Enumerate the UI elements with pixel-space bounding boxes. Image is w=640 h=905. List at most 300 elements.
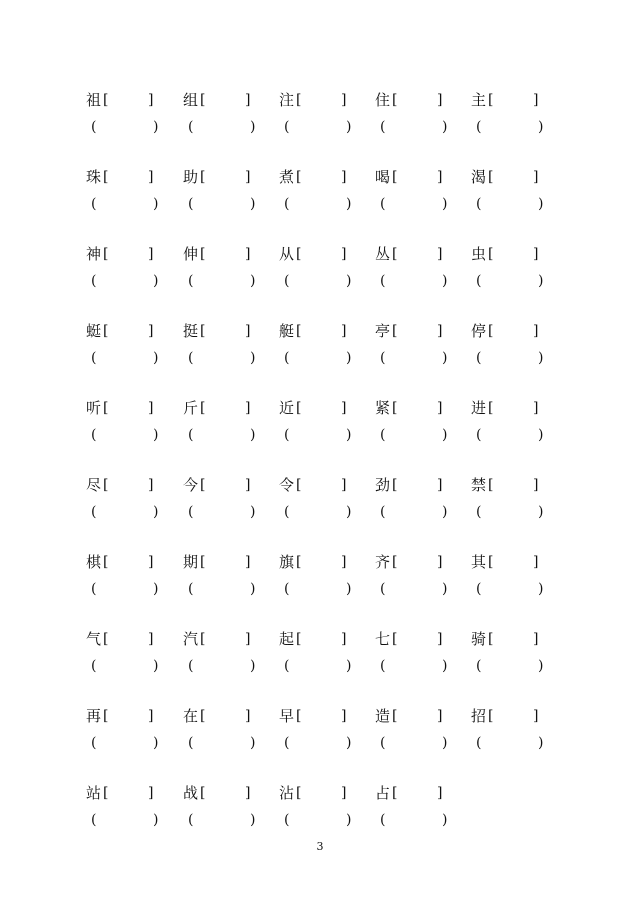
pinyin-blank-open-bracket: [ xyxy=(296,785,302,801)
word-blank-open-paren: ( xyxy=(380,350,386,366)
practice-cell xyxy=(279,245,379,305)
practice-cell xyxy=(183,322,283,382)
pinyin-blank-close-bracket: ] xyxy=(245,246,251,262)
character: 从 xyxy=(279,245,295,263)
practice-cell xyxy=(86,322,186,382)
pinyin-blank-open-bracket: [ xyxy=(200,554,206,570)
pinyin-blank-close-bracket: ] xyxy=(148,400,154,416)
character: 禁 xyxy=(471,476,487,494)
pinyin-blank-open-bracket: [ xyxy=(103,785,109,801)
practice-cell xyxy=(279,784,379,844)
word-blank-close-paren: ) xyxy=(538,658,544,674)
pinyin-blank-close-bracket: ] xyxy=(437,708,443,724)
practice-cell xyxy=(279,91,379,151)
practice-cell xyxy=(471,707,571,767)
character: 近 xyxy=(279,399,295,417)
character: 亭 xyxy=(375,322,391,340)
practice-cell xyxy=(279,322,379,382)
pinyin-blank-close-bracket: ] xyxy=(437,631,443,647)
character: 进 xyxy=(471,399,487,417)
pinyin-blank-close-bracket: ] xyxy=(341,246,347,262)
pinyin-blank-close-bracket: ] xyxy=(245,477,251,493)
word-blank-close-paren: ) xyxy=(538,581,544,597)
word-blank-open-paren: ( xyxy=(284,350,290,366)
practice-cell xyxy=(183,630,283,690)
word-blank-open-paren: ( xyxy=(91,350,97,366)
pinyin-blank-open-bracket: [ xyxy=(488,554,494,570)
word-blank-open-paren: ( xyxy=(476,273,482,289)
practice-row xyxy=(0,322,640,382)
word-blank-open-paren: ( xyxy=(476,427,482,443)
pinyin-blank-close-bracket: ] xyxy=(148,631,154,647)
practice-cell xyxy=(279,630,379,690)
word-blank-open-paren: ( xyxy=(284,735,290,751)
character: 气 xyxy=(86,630,102,648)
pinyin-blank-close-bracket: ] xyxy=(437,785,443,801)
practice-cell xyxy=(279,476,379,536)
pinyin-blank-open-bracket: [ xyxy=(488,400,494,416)
practice-cell xyxy=(279,707,379,767)
word-blank-open-paren: ( xyxy=(91,119,97,135)
character: 七 xyxy=(375,630,391,648)
pinyin-blank-open-bracket: [ xyxy=(296,554,302,570)
practice-cell xyxy=(375,707,475,767)
pinyin-blank-open-bracket: [ xyxy=(296,323,302,339)
word-blank-close-paren: ) xyxy=(538,427,544,443)
character: 组 xyxy=(183,91,199,109)
word-blank-open-paren: ( xyxy=(91,504,97,520)
word-blank-open-paren: ( xyxy=(284,581,290,597)
character: 斤 xyxy=(183,399,199,417)
pinyin-blank-open-bracket: [ xyxy=(103,631,109,647)
character: 艇 xyxy=(279,322,295,340)
character: 丛 xyxy=(375,245,391,263)
pinyin-blank-close-bracket: ] xyxy=(341,400,347,416)
pinyin-blank-open-bracket: [ xyxy=(296,92,302,108)
pinyin-blank-close-bracket: ] xyxy=(245,92,251,108)
pinyin-blank-open-bracket: [ xyxy=(103,169,109,185)
practice-cell xyxy=(471,91,571,151)
pinyin-blank-open-bracket: [ xyxy=(296,708,302,724)
practice-cell xyxy=(375,91,475,151)
word-blank-close-paren: ) xyxy=(153,504,159,520)
word-blank-open-paren: ( xyxy=(380,119,386,135)
pinyin-blank-close-bracket: ] xyxy=(245,400,251,416)
word-blank-close-paren: ) xyxy=(153,658,159,674)
pinyin-blank-open-bracket: [ xyxy=(200,477,206,493)
pinyin-blank-open-bracket: [ xyxy=(488,169,494,185)
practice-row xyxy=(0,707,640,767)
word-blank-open-paren: ( xyxy=(91,812,97,828)
word-blank-open-paren: ( xyxy=(380,427,386,443)
practice-cell xyxy=(279,553,379,613)
word-blank-open-paren: ( xyxy=(284,504,290,520)
practice-cell xyxy=(183,399,283,459)
character: 停 xyxy=(471,322,487,340)
word-blank-close-paren: ) xyxy=(538,119,544,135)
word-blank-close-paren: ) xyxy=(346,196,352,212)
pinyin-blank-open-bracket: [ xyxy=(296,169,302,185)
word-blank-close-paren: ) xyxy=(442,812,448,828)
pinyin-blank-open-bracket: [ xyxy=(103,554,109,570)
character: 珠 xyxy=(86,168,102,186)
word-blank-open-paren: ( xyxy=(188,119,194,135)
pinyin-blank-open-bracket: [ xyxy=(488,246,494,262)
pinyin-blank-open-bracket: [ xyxy=(392,246,398,262)
word-blank-open-paren: ( xyxy=(380,196,386,212)
page-number: 3 xyxy=(316,840,324,853)
practice-cell xyxy=(471,476,571,536)
pinyin-blank-close-bracket: ] xyxy=(341,785,347,801)
pinyin-blank-open-bracket: [ xyxy=(200,708,206,724)
word-blank-close-paren: ) xyxy=(346,812,352,828)
character: 早 xyxy=(279,707,295,725)
practice-cell xyxy=(471,168,571,228)
practice-cell xyxy=(375,476,475,536)
practice-cell xyxy=(471,399,571,459)
character: 战 xyxy=(183,784,199,802)
word-blank-open-paren: ( xyxy=(476,350,482,366)
word-blank-open-paren: ( xyxy=(188,427,194,443)
practice-cell xyxy=(183,784,283,844)
character: 虫 xyxy=(471,245,487,263)
pinyin-blank-close-bracket: ] xyxy=(148,708,154,724)
practice-row xyxy=(0,784,640,844)
pinyin-blank-open-bracket: [ xyxy=(200,631,206,647)
pinyin-blank-close-bracket: ] xyxy=(341,92,347,108)
practice-cell xyxy=(375,784,475,844)
pinyin-blank-close-bracket: ] xyxy=(341,323,347,339)
practice-cell xyxy=(375,630,475,690)
pinyin-blank-close-bracket: ] xyxy=(341,477,347,493)
word-blank-close-paren: ) xyxy=(153,350,159,366)
character: 听 xyxy=(86,399,102,417)
pinyin-blank-close-bracket: ] xyxy=(341,554,347,570)
pinyin-blank-open-bracket: [ xyxy=(200,323,206,339)
word-blank-open-paren: ( xyxy=(284,119,290,135)
character: 渴 xyxy=(471,168,487,186)
word-blank-close-paren: ) xyxy=(346,119,352,135)
pinyin-blank-open-bracket: [ xyxy=(200,92,206,108)
practice-row xyxy=(0,245,640,305)
character: 骑 xyxy=(471,630,487,648)
character: 招 xyxy=(471,707,487,725)
practice-cell xyxy=(375,322,475,382)
character: 旗 xyxy=(279,553,295,571)
character: 齐 xyxy=(375,553,391,571)
word-blank-close-paren: ) xyxy=(346,427,352,443)
character: 挺 xyxy=(183,322,199,340)
word-blank-close-paren: ) xyxy=(346,581,352,597)
pinyin-blank-close-bracket: ] xyxy=(533,631,539,647)
word-blank-open-paren: ( xyxy=(188,196,194,212)
character: 令 xyxy=(279,476,295,494)
practice-cell xyxy=(375,553,475,613)
word-blank-open-paren: ( xyxy=(476,119,482,135)
word-blank-close-paren: ) xyxy=(442,581,448,597)
pinyin-blank-close-bracket: ] xyxy=(148,785,154,801)
word-blank-open-paren: ( xyxy=(476,196,482,212)
pinyin-blank-open-bracket: [ xyxy=(392,92,398,108)
word-blank-close-paren: ) xyxy=(346,735,352,751)
pinyin-blank-close-bracket: ] xyxy=(437,92,443,108)
word-blank-close-paren: ) xyxy=(346,273,352,289)
word-blank-close-paren: ) xyxy=(538,196,544,212)
word-blank-open-paren: ( xyxy=(188,350,194,366)
pinyin-blank-close-bracket: ] xyxy=(533,323,539,339)
word-blank-close-paren: ) xyxy=(346,658,352,674)
word-blank-close-paren: ) xyxy=(153,427,159,443)
practice-row xyxy=(0,630,640,690)
word-blank-open-paren: ( xyxy=(91,196,97,212)
character: 在 xyxy=(183,707,199,725)
pinyin-blank-open-bracket: [ xyxy=(296,400,302,416)
word-blank-close-paren: ) xyxy=(346,350,352,366)
character: 紧 xyxy=(375,399,391,417)
character: 住 xyxy=(375,91,391,109)
practice-cell xyxy=(183,707,283,767)
practice-cell xyxy=(86,553,186,613)
pinyin-blank-close-bracket: ] xyxy=(533,477,539,493)
practice-cell xyxy=(183,91,283,151)
practice-cell xyxy=(86,245,186,305)
practice-cell xyxy=(183,168,283,228)
word-blank-open-paren: ( xyxy=(284,273,290,289)
character: 起 xyxy=(279,630,295,648)
word-blank-close-paren: ) xyxy=(153,273,159,289)
word-blank-open-paren: ( xyxy=(188,735,194,751)
pinyin-blank-open-bracket: [ xyxy=(103,400,109,416)
pinyin-blank-open-bracket: [ xyxy=(392,169,398,185)
pinyin-blank-open-bracket: [ xyxy=(296,477,302,493)
character: 其 xyxy=(471,553,487,571)
word-blank-close-paren: ) xyxy=(442,658,448,674)
pinyin-blank-close-bracket: ] xyxy=(148,554,154,570)
word-blank-close-paren: ) xyxy=(346,504,352,520)
character: 占 xyxy=(375,784,391,802)
practice-cell xyxy=(86,399,186,459)
pinyin-blank-open-bracket: [ xyxy=(392,554,398,570)
practice-cell xyxy=(183,476,283,536)
pinyin-blank-open-bracket: [ xyxy=(488,92,494,108)
word-blank-close-paren: ) xyxy=(250,812,256,828)
practice-cell xyxy=(375,399,475,459)
word-blank-open-paren: ( xyxy=(380,273,386,289)
word-blank-close-paren: ) xyxy=(250,735,256,751)
word-blank-open-paren: ( xyxy=(91,581,97,597)
pinyin-blank-open-bracket: [ xyxy=(488,323,494,339)
pinyin-blank-close-bracket: ] xyxy=(437,169,443,185)
practice-cell xyxy=(375,168,475,228)
practice-row xyxy=(0,399,640,459)
word-blank-close-paren: ) xyxy=(442,427,448,443)
pinyin-blank-close-bracket: ] xyxy=(437,323,443,339)
character: 汽 xyxy=(183,630,199,648)
practice-cell xyxy=(471,553,571,613)
character: 棋 xyxy=(86,553,102,571)
word-blank-close-paren: ) xyxy=(250,273,256,289)
word-blank-close-paren: ) xyxy=(442,273,448,289)
practice-row xyxy=(0,553,640,613)
pinyin-blank-open-bracket: [ xyxy=(392,708,398,724)
word-blank-close-paren: ) xyxy=(153,812,159,828)
practice-cell xyxy=(86,784,186,844)
word-blank-open-paren: ( xyxy=(380,581,386,597)
word-blank-close-paren: ) xyxy=(442,119,448,135)
practice-cell xyxy=(471,245,571,305)
practice-cell xyxy=(86,91,186,151)
word-blank-close-paren: ) xyxy=(153,196,159,212)
character: 蜓 xyxy=(86,322,102,340)
character: 注 xyxy=(279,91,295,109)
practice-cell xyxy=(183,553,283,613)
character: 再 xyxy=(86,707,102,725)
word-blank-close-paren: ) xyxy=(538,350,544,366)
pinyin-blank-open-bracket: [ xyxy=(200,246,206,262)
pinyin-blank-open-bracket: [ xyxy=(200,400,206,416)
word-blank-open-paren: ( xyxy=(284,658,290,674)
pinyin-blank-close-bracket: ] xyxy=(437,477,443,493)
character: 祖 xyxy=(86,91,102,109)
character: 喝 xyxy=(375,168,391,186)
word-blank-close-paren: ) xyxy=(442,735,448,751)
practice-cell xyxy=(375,245,475,305)
pinyin-blank-close-bracket: ] xyxy=(148,92,154,108)
word-blank-close-paren: ) xyxy=(250,350,256,366)
pinyin-blank-open-bracket: [ xyxy=(103,92,109,108)
pinyin-blank-open-bracket: [ xyxy=(488,631,494,647)
word-blank-open-paren: ( xyxy=(380,735,386,751)
pinyin-blank-open-bracket: [ xyxy=(392,631,398,647)
pinyin-blank-close-bracket: ] xyxy=(341,169,347,185)
pinyin-blank-open-bracket: [ xyxy=(488,708,494,724)
pinyin-blank-open-bracket: [ xyxy=(488,477,494,493)
practice-cell xyxy=(471,322,571,382)
word-blank-close-paren: ) xyxy=(153,735,159,751)
practice-cell xyxy=(86,630,186,690)
word-blank-open-paren: ( xyxy=(188,273,194,289)
word-blank-open-paren: ( xyxy=(91,273,97,289)
practice-cell xyxy=(471,630,571,690)
word-blank-open-paren: ( xyxy=(91,658,97,674)
pinyin-blank-open-bracket: [ xyxy=(200,785,206,801)
pinyin-blank-close-bracket: ] xyxy=(148,246,154,262)
pinyin-blank-close-bracket: ] xyxy=(533,169,539,185)
pinyin-blank-open-bracket: [ xyxy=(296,246,302,262)
word-blank-open-paren: ( xyxy=(188,658,194,674)
word-blank-close-paren: ) xyxy=(538,273,544,289)
pinyin-blank-open-bracket: [ xyxy=(200,169,206,185)
character: 期 xyxy=(183,553,199,571)
word-blank-open-paren: ( xyxy=(188,812,194,828)
word-blank-close-paren: ) xyxy=(250,658,256,674)
character: 站 xyxy=(86,784,102,802)
character: 造 xyxy=(375,707,391,725)
pinyin-blank-close-bracket: ] xyxy=(341,631,347,647)
word-blank-open-paren: ( xyxy=(380,658,386,674)
pinyin-blank-open-bracket: [ xyxy=(103,477,109,493)
pinyin-blank-open-bracket: [ xyxy=(392,323,398,339)
pinyin-blank-close-bracket: ] xyxy=(533,708,539,724)
character: 劲 xyxy=(375,476,391,494)
pinyin-blank-close-bracket: ] xyxy=(245,785,251,801)
word-blank-open-paren: ( xyxy=(91,427,97,443)
pinyin-blank-close-bracket: ] xyxy=(245,708,251,724)
pinyin-blank-close-bracket: ] xyxy=(533,92,539,108)
character: 沾 xyxy=(279,784,295,802)
word-blank-open-paren: ( xyxy=(476,581,482,597)
pinyin-blank-close-bracket: ] xyxy=(245,554,251,570)
character: 主 xyxy=(471,91,487,109)
pinyin-blank-close-bracket: ] xyxy=(533,400,539,416)
pinyin-blank-close-bracket: ] xyxy=(245,323,251,339)
word-blank-close-paren: ) xyxy=(538,504,544,520)
character: 神 xyxy=(86,245,102,263)
practice-row xyxy=(0,476,640,536)
character: 助 xyxy=(183,168,199,186)
word-blank-close-paren: ) xyxy=(442,350,448,366)
character: 尽 xyxy=(86,476,102,494)
word-blank-open-paren: ( xyxy=(476,735,482,751)
word-blank-open-paren: ( xyxy=(476,504,482,520)
pinyin-blank-open-bracket: [ xyxy=(296,631,302,647)
word-blank-close-paren: ) xyxy=(153,119,159,135)
word-blank-open-paren: ( xyxy=(284,196,290,212)
pinyin-blank-close-bracket: ] xyxy=(437,400,443,416)
pinyin-blank-close-bracket: ] xyxy=(533,246,539,262)
pinyin-blank-close-bracket: ] xyxy=(148,477,154,493)
word-blank-close-paren: ) xyxy=(250,119,256,135)
character: 伸 xyxy=(183,245,199,263)
pinyin-blank-close-bracket: ] xyxy=(148,323,154,339)
word-blank-close-paren: ) xyxy=(442,504,448,520)
word-blank-open-paren: ( xyxy=(91,735,97,751)
practice-cell xyxy=(86,476,186,536)
word-blank-open-paren: ( xyxy=(380,812,386,828)
word-blank-open-paren: ( xyxy=(284,812,290,828)
practice-cell xyxy=(86,707,186,767)
pinyin-blank-close-bracket: ] xyxy=(437,554,443,570)
pinyin-blank-open-bracket: [ xyxy=(103,323,109,339)
word-blank-open-paren: ( xyxy=(284,427,290,443)
pinyin-blank-close-bracket: ] xyxy=(245,169,251,185)
word-blank-open-paren: ( xyxy=(476,658,482,674)
word-blank-open-paren: ( xyxy=(188,504,194,520)
pinyin-blank-open-bracket: [ xyxy=(103,246,109,262)
pinyin-blank-close-bracket: ] xyxy=(533,554,539,570)
character: 煮 xyxy=(279,168,295,186)
practice-cell xyxy=(279,168,379,228)
pinyin-blank-close-bracket: ] xyxy=(245,631,251,647)
pinyin-blank-open-bracket: [ xyxy=(103,708,109,724)
character: 今 xyxy=(183,476,199,494)
practice-cell xyxy=(86,168,186,228)
pinyin-blank-close-bracket: ] xyxy=(148,169,154,185)
word-blank-close-paren: ) xyxy=(250,504,256,520)
practice-cell xyxy=(279,399,379,459)
pinyin-blank-open-bracket: [ xyxy=(392,785,398,801)
word-blank-open-paren: ( xyxy=(188,581,194,597)
pinyin-blank-open-bracket: [ xyxy=(392,400,398,416)
pinyin-blank-open-bracket: [ xyxy=(392,477,398,493)
word-blank-close-paren: ) xyxy=(538,735,544,751)
word-blank-close-paren: ) xyxy=(250,427,256,443)
practice-row xyxy=(0,168,640,228)
word-blank-open-paren: ( xyxy=(380,504,386,520)
word-blank-close-paren: ) xyxy=(250,196,256,212)
practice-cell xyxy=(183,245,283,305)
practice-row xyxy=(0,91,640,151)
